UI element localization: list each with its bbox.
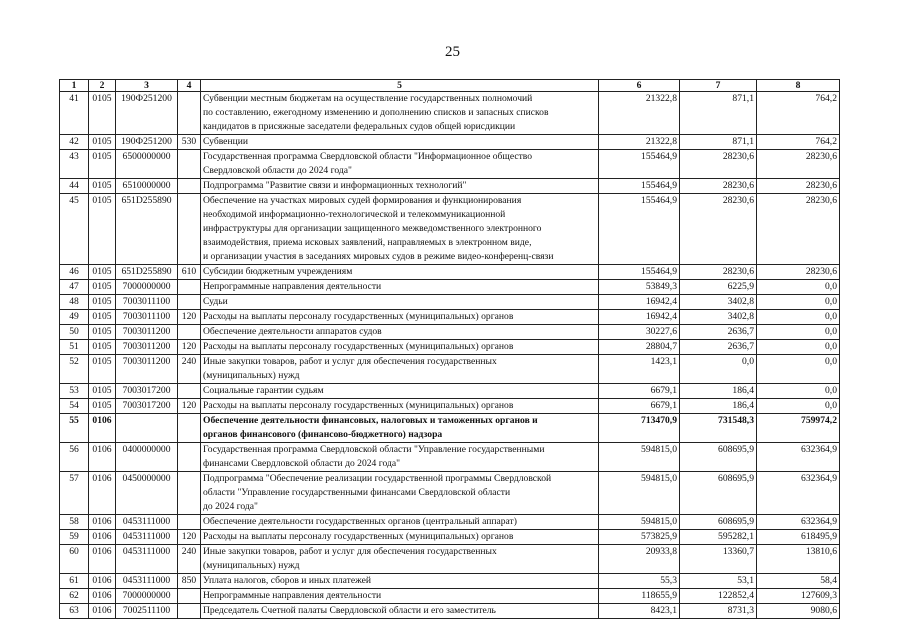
amount-col7-cell: 28230,6 bbox=[680, 179, 757, 194]
expense-type-cell bbox=[178, 179, 201, 194]
amount-col8-cell: 0,0 bbox=[757, 399, 840, 414]
section-code-cell: 0105 bbox=[89, 355, 116, 384]
description-line: Обеспечение на участках мировых судей формирования и функционирования bbox=[203, 195, 522, 206]
amount-col7-cell: 595282,1 bbox=[680, 530, 757, 545]
description-line: Субвенции местным бюджетам на осуществление государственных полномочий bbox=[203, 93, 533, 104]
column-header: 8 bbox=[757, 80, 840, 92]
amount-col8-cell: 764,2 bbox=[757, 92, 840, 135]
amount-col6-cell: 16942,4 bbox=[599, 295, 680, 310]
expense-type-cell bbox=[178, 443, 201, 472]
row-number-cell: 41 bbox=[60, 92, 89, 135]
amount-col8-cell: 632364,9 bbox=[757, 472, 840, 515]
amount-col8-cell: 0,0 bbox=[757, 310, 840, 325]
expense-type-cell: 120 bbox=[178, 399, 201, 414]
target-code-cell: 6510000000 bbox=[116, 179, 178, 194]
description-cell bbox=[201, 443, 599, 472]
description-line: финансами Свердловской области до 2024 года" bbox=[203, 458, 401, 469]
description-line: взаимодействия, приема исковых заявлений, направляемых в электронном виде, bbox=[203, 237, 532, 248]
table-row bbox=[60, 545, 840, 574]
target-code-cell: 7003011200 bbox=[116, 325, 178, 340]
column-header: 1 bbox=[60, 80, 89, 92]
section-code-cell: 0106 bbox=[89, 472, 116, 515]
row-number-cell: 57 bbox=[60, 472, 89, 515]
amount-col7-cell: 186,4 bbox=[680, 384, 757, 399]
description-cell bbox=[201, 310, 599, 325]
row-number-cell: 54 bbox=[60, 399, 89, 414]
table-row bbox=[60, 310, 840, 325]
row-number-cell: 51 bbox=[60, 340, 89, 355]
section-code-cell: 0106 bbox=[89, 443, 116, 472]
description-cell bbox=[201, 265, 599, 280]
amount-col7-cell: 871,1 bbox=[680, 135, 757, 150]
target-code-cell: 7003011100 bbox=[116, 310, 178, 325]
target-code-cell: 7003011200 bbox=[116, 340, 178, 355]
description-line: Судьи bbox=[203, 296, 228, 307]
description-line: Председатель Счетной палаты Свердловской области и его заместитель bbox=[203, 605, 496, 616]
table-row bbox=[60, 92, 840, 135]
description-line: Обеспечение деятельности финансовых, налоговых и таможенных органов и bbox=[203, 415, 538, 426]
row-number-cell: 63 bbox=[60, 604, 89, 619]
amount-col7-cell: 3402,8 bbox=[680, 310, 757, 325]
description-cell bbox=[201, 604, 599, 619]
section-code-cell: 0105 bbox=[89, 384, 116, 399]
table-row bbox=[60, 265, 840, 280]
description-line: Иные закупки товаров, работ и услуг для обеспечения государственных bbox=[203, 546, 497, 557]
amount-col6-cell: 1423,1 bbox=[599, 355, 680, 384]
description-cell bbox=[201, 530, 599, 545]
column-header: 7 bbox=[680, 80, 757, 92]
description-line: Расходы на выплаты персоналу государственных (муниципальных) органов bbox=[203, 341, 514, 352]
section-code-cell: 0106 bbox=[89, 414, 116, 443]
amount-col7-cell: 0,0 bbox=[680, 355, 757, 384]
amount-col6-cell: 6679,1 bbox=[599, 384, 680, 399]
description-cell bbox=[201, 135, 599, 150]
description-line: Непрограммные направления деятельности bbox=[203, 281, 382, 292]
amount-col7-cell: 8731,3 bbox=[680, 604, 757, 619]
target-code-cell: 0453111000 bbox=[116, 574, 178, 589]
description-line: до 2024 года" bbox=[203, 501, 258, 512]
expense-type-cell: 120 bbox=[178, 530, 201, 545]
amount-col7-cell: 3402,8 bbox=[680, 295, 757, 310]
table-row bbox=[60, 325, 840, 340]
description-line: области "Управление государственными финансами Свердловской области bbox=[203, 487, 511, 498]
description-cell bbox=[201, 414, 599, 443]
amount-col6-cell: 6679,1 bbox=[599, 399, 680, 414]
expense-type-cell: 240 bbox=[178, 545, 201, 574]
column-header: 2 bbox=[89, 80, 116, 92]
section-code-cell: 0106 bbox=[89, 515, 116, 530]
table-row bbox=[60, 589, 840, 604]
table-row bbox=[60, 135, 840, 150]
amount-col7-cell: 608695,9 bbox=[680, 472, 757, 515]
section-code-cell: 0106 bbox=[89, 530, 116, 545]
amount-col8-cell: 632364,9 bbox=[757, 443, 840, 472]
amount-col8-cell: 0,0 bbox=[757, 295, 840, 310]
description-line: Социальные гарантии судьям bbox=[203, 385, 324, 396]
target-code-cell: 651D255890 bbox=[116, 265, 178, 280]
row-number-cell: 42 bbox=[60, 135, 89, 150]
section-code-cell: 0106 bbox=[89, 589, 116, 604]
description-line: Субсидии бюджетным учреждениям bbox=[203, 266, 353, 277]
amount-col7-cell: 608695,9 bbox=[680, 443, 757, 472]
section-code-cell: 0106 bbox=[89, 574, 116, 589]
row-number-cell: 60 bbox=[60, 545, 89, 574]
expense-type-cell bbox=[178, 384, 201, 399]
target-code-cell: 0453111000 bbox=[116, 545, 178, 574]
description-line: Субвенции bbox=[203, 136, 248, 147]
amount-col7-cell: 731548,3 bbox=[680, 414, 757, 443]
column-header: 4 bbox=[178, 80, 201, 92]
description-cell bbox=[201, 194, 599, 265]
target-code-cell bbox=[116, 414, 178, 443]
description-line: кандидатов в присяжные заседатели федеральных судов общей юрисдикции bbox=[203, 121, 516, 132]
description-line: и организации участия в заседаниях мировых судов в режиме видео-конференц-связи bbox=[203, 251, 554, 262]
table-row bbox=[60, 384, 840, 399]
table-row bbox=[60, 414, 840, 443]
section-code-cell: 0105 bbox=[89, 92, 116, 135]
amount-col6-cell: 118655,9 bbox=[599, 589, 680, 604]
amount-col6-cell: 30227,6 bbox=[599, 325, 680, 340]
header-row bbox=[60, 80, 840, 92]
amount-col6-cell: 594815,0 bbox=[599, 443, 680, 472]
section-code-cell: 0106 bbox=[89, 604, 116, 619]
amount-col7-cell: 53,1 bbox=[680, 574, 757, 589]
amount-col8-cell: 9080,6 bbox=[757, 604, 840, 619]
row-number-cell: 46 bbox=[60, 265, 89, 280]
column-header: 5 bbox=[201, 80, 599, 92]
amount-col7-cell: 186,4 bbox=[680, 399, 757, 414]
description-cell bbox=[201, 515, 599, 530]
expense-type-cell bbox=[178, 604, 201, 619]
amount-col8-cell: 28230,6 bbox=[757, 150, 840, 179]
description-line: Уплата налогов, сборов и иных платежей bbox=[203, 575, 372, 586]
row-number-cell: 48 bbox=[60, 295, 89, 310]
amount-col6-cell: 21322,8 bbox=[599, 92, 680, 135]
table-row bbox=[60, 295, 840, 310]
section-code-cell: 0105 bbox=[89, 310, 116, 325]
description-line: Государственная программа Свердловской области "Управление государственными bbox=[203, 444, 545, 455]
amount-col6-cell: 21322,8 bbox=[599, 135, 680, 150]
amount-col8-cell: 0,0 bbox=[757, 340, 840, 355]
expense-type-cell bbox=[178, 295, 201, 310]
description-cell bbox=[201, 295, 599, 310]
expense-type-cell: 120 bbox=[178, 310, 201, 325]
expense-type-cell: 120 bbox=[178, 340, 201, 355]
expense-type-cell: 610 bbox=[178, 265, 201, 280]
target-code-cell: 0400000000 bbox=[116, 443, 178, 472]
budget-table bbox=[59, 79, 840, 619]
expense-type-cell bbox=[178, 150, 201, 179]
description-cell bbox=[201, 545, 599, 574]
description-cell bbox=[201, 92, 599, 135]
table-row bbox=[60, 355, 840, 384]
amount-col6-cell: 573825,9 bbox=[599, 530, 680, 545]
section-code-cell: 0105 bbox=[89, 340, 116, 355]
description-cell bbox=[201, 150, 599, 179]
row-number-cell: 49 bbox=[60, 310, 89, 325]
amount-col7-cell: 28230,6 bbox=[680, 150, 757, 179]
amount-col6-cell: 155464,9 bbox=[599, 265, 680, 280]
amount-col7-cell: 28230,6 bbox=[680, 265, 757, 280]
table-row bbox=[60, 194, 840, 265]
row-number-cell: 45 bbox=[60, 194, 89, 265]
expense-type-cell: 850 bbox=[178, 574, 201, 589]
page-number: 25 bbox=[445, 44, 460, 60]
section-code-cell: 0105 bbox=[89, 280, 116, 295]
amount-col8-cell: 28230,6 bbox=[757, 265, 840, 280]
expense-type-cell: 240 bbox=[178, 355, 201, 384]
section-code-cell: 0105 bbox=[89, 325, 116, 340]
amount-col6-cell: 20933,8 bbox=[599, 545, 680, 574]
target-code-cell: 7002511100 bbox=[116, 604, 178, 619]
target-code-cell: 7003011200 bbox=[116, 355, 178, 384]
table-row bbox=[60, 443, 840, 472]
amount-col6-cell: 594815,0 bbox=[599, 472, 680, 515]
amount-col7-cell: 13360,7 bbox=[680, 545, 757, 574]
description-line: Обеспечение деятельности государственных органов (центральный аппарат) bbox=[203, 516, 517, 527]
amount-col6-cell: 155464,9 bbox=[599, 150, 680, 179]
amount-col7-cell: 28230,6 bbox=[680, 194, 757, 265]
description-cell bbox=[201, 280, 599, 295]
description-line: (муниципальных) нужд bbox=[203, 560, 300, 571]
target-code-cell: 7003011100 bbox=[116, 295, 178, 310]
amount-col8-cell: 58,4 bbox=[757, 574, 840, 589]
amount-col8-cell: 618495,9 bbox=[757, 530, 840, 545]
table-body bbox=[60, 92, 840, 619]
amount-col7-cell: 122852,4 bbox=[680, 589, 757, 604]
amount-col6-cell: 155464,9 bbox=[599, 179, 680, 194]
target-code-cell: 7003017200 bbox=[116, 399, 178, 414]
section-code-cell: 0105 bbox=[89, 194, 116, 265]
target-code-cell: 7000000000 bbox=[116, 280, 178, 295]
amount-col6-cell: 713470,9 bbox=[599, 414, 680, 443]
row-number-cell: 62 bbox=[60, 589, 89, 604]
amount-col6-cell: 55,3 bbox=[599, 574, 680, 589]
amount-col8-cell: 13810,6 bbox=[757, 545, 840, 574]
table-row bbox=[60, 399, 840, 414]
amount-col8-cell: 632364,9 bbox=[757, 515, 840, 530]
row-number-cell: 58 bbox=[60, 515, 89, 530]
amount-col6-cell: 53849,3 bbox=[599, 280, 680, 295]
table-row bbox=[60, 604, 840, 619]
description-cell bbox=[201, 325, 599, 340]
section-code-cell: 0105 bbox=[89, 265, 116, 280]
description-line: необходимой информационно-технологической и телекоммуникационной bbox=[203, 209, 506, 220]
target-code-cell: 7000000000 bbox=[116, 589, 178, 604]
table-row bbox=[60, 150, 840, 179]
amount-col8-cell: 0,0 bbox=[757, 384, 840, 399]
amount-col8-cell: 0,0 bbox=[757, 325, 840, 340]
expense-type-cell bbox=[178, 325, 201, 340]
row-number-cell: 43 bbox=[60, 150, 89, 179]
section-code-cell: 0105 bbox=[89, 399, 116, 414]
description-line: Свердловской области до 2024 года" bbox=[203, 165, 352, 176]
row-number-cell: 50 bbox=[60, 325, 89, 340]
row-number-cell: 52 bbox=[60, 355, 89, 384]
description-cell bbox=[201, 589, 599, 604]
section-code-cell: 0106 bbox=[89, 545, 116, 574]
target-code-cell: 0453111000 bbox=[116, 515, 178, 530]
table-row bbox=[60, 515, 840, 530]
expense-type-cell bbox=[178, 515, 201, 530]
description-line: Непрограммные направления деятельности bbox=[203, 590, 382, 601]
amount-col8-cell: 759974,2 bbox=[757, 414, 840, 443]
table-row bbox=[60, 280, 840, 295]
expense-type-cell bbox=[178, 92, 201, 135]
amount-col8-cell: 28230,6 bbox=[757, 179, 840, 194]
target-code-cell: 0453111000 bbox=[116, 530, 178, 545]
description-cell bbox=[201, 399, 599, 414]
row-number-cell: 53 bbox=[60, 384, 89, 399]
table-row bbox=[60, 472, 840, 515]
row-number-cell: 44 bbox=[60, 179, 89, 194]
description-line: Иные закупки товаров, работ и услуг для обеспечения государственных bbox=[203, 356, 497, 367]
target-code-cell: 190Ф251200 bbox=[116, 92, 178, 135]
description-line: Обеспечение деятельности аппаратов судов bbox=[203, 326, 382, 337]
amount-col8-cell: 127609,3 bbox=[757, 589, 840, 604]
table-row bbox=[60, 574, 840, 589]
amount-col7-cell: 2636,7 bbox=[680, 340, 757, 355]
description-line: Расходы на выплаты персоналу государственных (муниципальных) органов bbox=[203, 311, 514, 322]
amount-col6-cell: 28804,7 bbox=[599, 340, 680, 355]
section-code-cell: 0105 bbox=[89, 295, 116, 310]
amount-col6-cell: 8423,1 bbox=[599, 604, 680, 619]
column-header: 6 bbox=[599, 80, 680, 92]
description-line: по составлению, ежегодному изменению и дополнению списков и запасных списков bbox=[203, 107, 549, 118]
column-header: 3 bbox=[116, 80, 178, 92]
amount-col6-cell: 155464,9 bbox=[599, 194, 680, 265]
target-code-cell: 190Ф251200 bbox=[116, 135, 178, 150]
expense-type-cell: 530 bbox=[178, 135, 201, 150]
section-code-cell: 0105 bbox=[89, 179, 116, 194]
description-line: (муниципальных) нужд bbox=[203, 370, 300, 381]
description-cell bbox=[201, 179, 599, 194]
row-number-cell: 47 bbox=[60, 280, 89, 295]
expense-type-cell bbox=[178, 589, 201, 604]
target-code-cell: 7003017200 bbox=[116, 384, 178, 399]
target-code-cell: 651D255890 bbox=[116, 194, 178, 265]
amount-col8-cell: 0,0 bbox=[757, 280, 840, 295]
row-number-cell: 61 bbox=[60, 574, 89, 589]
description-line: инфраструктуры для организации защищенного межведомственного электронного bbox=[203, 223, 542, 234]
row-number-cell: 56 bbox=[60, 443, 89, 472]
row-number-cell: 59 bbox=[60, 530, 89, 545]
amount-col6-cell: 16942,4 bbox=[599, 310, 680, 325]
table-row bbox=[60, 530, 840, 545]
amount-col7-cell: 2636,7 bbox=[680, 325, 757, 340]
amount-col7-cell: 871,1 bbox=[680, 92, 757, 135]
expense-type-cell bbox=[178, 472, 201, 515]
description-line: органов финансового (финансово-бюджетного) надзора bbox=[203, 429, 443, 440]
description-cell bbox=[201, 574, 599, 589]
description-cell bbox=[201, 472, 599, 515]
section-code-cell: 0105 bbox=[89, 135, 116, 150]
expense-type-cell bbox=[178, 194, 201, 265]
expense-type-cell bbox=[178, 280, 201, 295]
description-cell bbox=[201, 340, 599, 355]
description-cell bbox=[201, 355, 599, 384]
amount-col7-cell: 608695,9 bbox=[680, 515, 757, 530]
table-row bbox=[60, 179, 840, 194]
description-line: Расходы на выплаты персоналу государственных (муниципальных) органов bbox=[203, 400, 514, 411]
expense-type-cell bbox=[178, 414, 201, 443]
target-code-cell: 6500000000 bbox=[116, 150, 178, 179]
amount-col8-cell: 764,2 bbox=[757, 135, 840, 150]
section-code-cell: 0105 bbox=[89, 150, 116, 179]
amount-col8-cell: 0,0 bbox=[757, 355, 840, 384]
description-cell bbox=[201, 384, 599, 399]
row-number-cell: 55 bbox=[60, 414, 89, 443]
amount-col7-cell: 6225,9 bbox=[680, 280, 757, 295]
amount-col8-cell: 28230,6 bbox=[757, 194, 840, 265]
description-line: Подпрограмма "Развитие связи и информационных технологий" bbox=[203, 180, 467, 191]
target-code-cell: 0450000000 bbox=[116, 472, 178, 515]
description-line: Государственная программа Свердловской области "Информационное общество bbox=[203, 151, 533, 162]
amount-col6-cell: 594815,0 bbox=[599, 515, 680, 530]
table-row bbox=[60, 340, 840, 355]
description-line: Расходы на выплаты персоналу государственных (муниципальных) органов bbox=[203, 531, 514, 542]
description-line: Подпрограмма "Обеспечение реализации государственной программы Свердловской bbox=[203, 473, 552, 484]
